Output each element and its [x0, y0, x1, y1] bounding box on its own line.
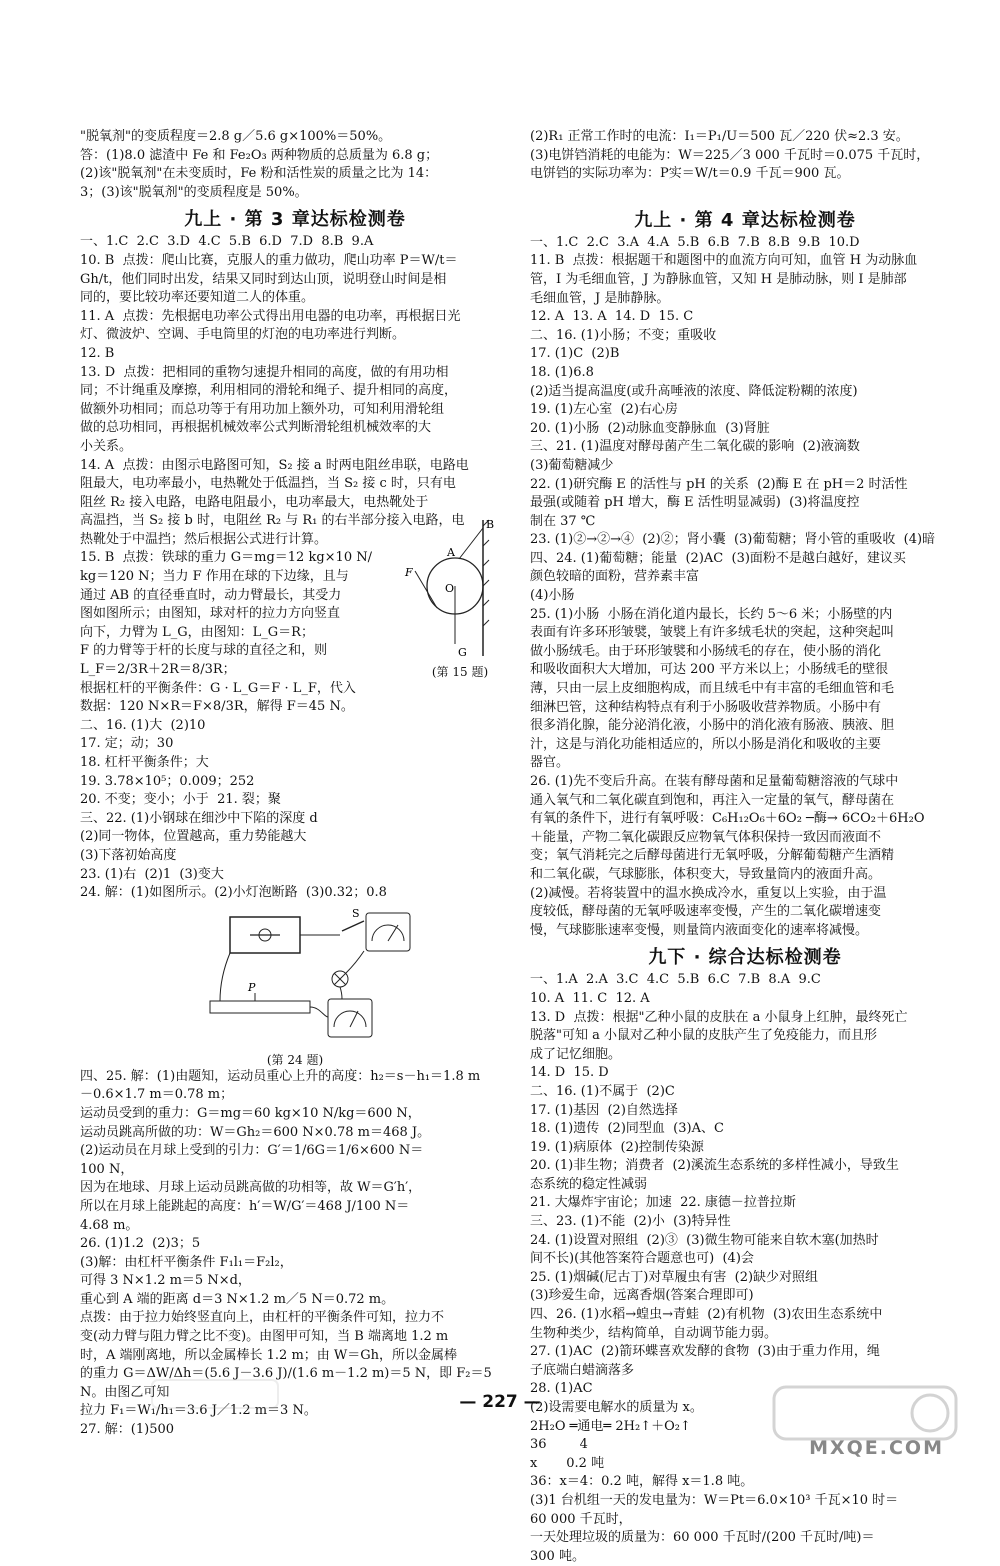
- answer-line: 14. D 15. D: [530, 1065, 609, 1081]
- answer-line: 阻丝 R₂ 接入电路，电路电阻最小，电功率最大，电热靴处于: [80, 494, 429, 510]
- answer-line: 19. 3.78×10⁵；0.009；252: [80, 773, 255, 789]
- answer-line: 20. 不变；变小；小于 21. 裂；聚: [80, 792, 281, 808]
- answer-line: "脱氧剂"的变质程度＝2.8 g／5.6 g×100%＝50%。: [80, 129, 392, 144]
- left-column: [80, 128, 510, 1440]
- answer-line: 19. (1)病原体 (2)控制传染源: [530, 1139, 704, 1155]
- right-comprehensive-answers: [530, 971, 960, 1566]
- answer-line: (3)1 台机组一天的发电量为：W＝Pt＝6.0×10³ 千瓦×10 时＝: [530, 1492, 899, 1508]
- figure-24-circuit: [80, 907, 510, 1047]
- answer-line: 热靴处于中温挡；然后根据公式进行计算。: [80, 531, 328, 547]
- page-number: — 227 —: [459, 1392, 541, 1412]
- svg-text:B: B: [486, 518, 495, 531]
- svg-text:A: A: [447, 546, 455, 559]
- answer-line: 26. (1)先不变后升高。在装有酵母菌和足量葡萄糖溶液的气球中: [530, 774, 899, 789]
- answer-line: 25. (1)烟碱(尼古丁)对草履虫有害 (2)缺少对照组: [530, 1269, 819, 1285]
- answer-line: 颜色较暗的面粉，营养素丰富: [530, 569, 700, 585]
- answer-line: 运动员跳高所做的功：W＝Gh₂＝600 N×0.78 m＝468 J。: [80, 1124, 431, 1140]
- answer-line: 同的，要比较功率还要知道二人的体重。: [80, 290, 315, 306]
- answer-line: ＋能量，产物二氧化碳跟反应物氧气体积保持一致因而液面不: [530, 829, 882, 845]
- answer-line: Gh/t，他们同时出发，结果又同时到达山顶，说明登山时间是相: [80, 271, 447, 287]
- answer-line: 26. (1)1.2 (2)3；5: [80, 1236, 201, 1252]
- answer-line: 一、1.C 2.C 3.A 4.A 5.B 6.B 7.B 8.B 9.B 10.D: [530, 234, 860, 250]
- answer-line: 很多消化腺，能分泌消化液，小肠中的消化液有肠液、胰液、胆: [530, 718, 895, 734]
- answer-line: 10. A 11. C 12. A: [530, 990, 650, 1006]
- answer-line: 电饼铛的实际功率为：P实＝W/t＝0.9 千瓦＝900 瓦。: [530, 166, 850, 182]
- answer-line: (2)适当提高温度(或升高唾液的浓度、降低淀粉糊的浓度): [530, 383, 858, 399]
- answer-line: 数据：120 N×R＝F×8/3R，解得 F＝45 N。: [80, 699, 354, 715]
- answer-line: 和二氧化碳，气球膨胀，体积变大，导致量筒内的液面升高。: [530, 866, 882, 882]
- answer-line: 36 4: [530, 1437, 588, 1453]
- answer-line: 18. (1)遗传 (2)同型血 (3)A、C: [530, 1121, 724, 1137]
- answer-line: 间不长)(其他答案符合题意也可) (4)会: [530, 1251, 754, 1267]
- answer-line: (2)R₁ 正常工作时的电流：I₁＝P₁/U＝500 瓦／220 伏≈2.3 安。: [530, 129, 909, 144]
- answer-line: (2)运动员在月球上受到的引力：G′＝1/6G＝1/6×600 N＝: [80, 1143, 424, 1159]
- answer-line: 18. 杠杆平衡条件；大: [80, 755, 209, 770]
- answer-line: 做小肠绒毛。由于环形皱襞和小肠绒毛的存在，使小肠的消化: [530, 643, 882, 659]
- answer-line: 因为在地球、月球上运动员跳高做的功相等，故 W＝G′h′，: [80, 1180, 422, 1196]
- answer-line: 慢，气球膨胀速率变慢，则量筒内液面变化的速率将减慢。: [530, 922, 869, 938]
- answer-line: 子底端白蜡滴落多: [530, 1362, 635, 1378]
- answer-line: 变；氧气消耗完之后酵母菌进行无氧呼吸，分解葡萄糖产生酒精: [530, 848, 895, 864]
- answer-line: 25. (1)小肠 小肠在消化道内最长，长约 5～6 米；小肠壁的内: [530, 606, 893, 622]
- answer-line: (2)该"脱氧剂"在未变质时，Fe 粉和活性炭的质量之比为 14：: [80, 166, 438, 182]
- svg-text:O: O: [445, 582, 455, 595]
- answer-line: 时，A 端刚离地，所以金属棒长 1.2 m；由 W＝Gh，所以金属棒: [80, 1347, 458, 1363]
- answer-line: 灯、微波炉、空调、手电筒里的灯泡的电功率进行判断。: [80, 327, 406, 343]
- figure-24-caption: (第 24 题): [266, 1052, 324, 1067]
- answer-line: 二、16. (1)不属于 (2)C: [530, 1083, 675, 1099]
- svg-text:P: P: [248, 980, 256, 994]
- answer-line: 图如图所示；由图知，球对杆的拉力方向竖直: [80, 606, 341, 622]
- right-ch4-answers: [530, 234, 960, 941]
- answer-line: 20. (1)小肠 (2)动脉血变静脉血 (3)肾脏: [530, 420, 770, 436]
- right-intro-block: [530, 128, 960, 184]
- answer-line: (3)葡萄糖减少: [530, 457, 614, 473]
- answer-line: 通入氧气和二氧化碳直到饱和，再注入一定量的氧气，酵母菌在: [530, 792, 895, 808]
- answer-line: (3)电饼铛消耗的电能为：W＝225／3 000 千瓦时＝0.075 千瓦时，: [530, 147, 930, 163]
- svg-text:F: F: [405, 566, 413, 579]
- answer-line: 高温挡，当 S₂ 接 b 时，电阻丝 R₂ 与 R₁ 的右半部分接入电路，电: [80, 513, 465, 529]
- answer-line: 20. (1)非生物；消费者 (2)溪流生态系统的多样性减小，导致生: [530, 1158, 899, 1174]
- answer-line: L_F＝2/3R＋2R＝8/3R；: [80, 662, 236, 678]
- answer-line: 2H₂O ═通电═ 2H₂↑＋O₂↑: [530, 1418, 691, 1434]
- answer-line: 12. A 13. A 14. D 15. C: [530, 309, 694, 325]
- answer-line: 18. (1)6.8: [530, 364, 594, 380]
- answer-line: (3)下落初始高度: [80, 847, 177, 863]
- answer-line: 19. (1)左心室 (2)右心房: [530, 402, 678, 418]
- answer-line: 汁，这是与消化功能相适应的，所以小肠是消化和吸收的主要: [530, 736, 882, 752]
- answer-line: 15. B 点拨：铁球的重力 G＝mg＝12 kg×10 N/: [80, 550, 372, 566]
- answer-line: 重心到 A 端的距离 d＝3 N×1.2 m／5 N＝0.72 m。: [80, 1291, 395, 1307]
- answer-line: 管，I 为毛细血管，J 为静脉血管，又知 H 是肺动脉，则 I 是肺部: [530, 271, 907, 287]
- answer-line: 4.68 m。: [80, 1217, 139, 1233]
- answer-line: 所以在月球上能跳起的高度：h′＝W/G′＝468 J/100 N＝: [80, 1198, 410, 1214]
- answer-line: 100 N，: [80, 1161, 134, 1177]
- answer-line: 细淋巴管，这种结构特点有利于小肠吸收营养物质。小肠中有: [530, 699, 882, 715]
- left-intro-block: [80, 128, 510, 202]
- answer-line: 脱落"可知 a 小鼠对乙种小鼠的皮肤产生了免疫能力，而且形: [530, 1028, 877, 1044]
- answer-line: 变(动力臂与阻力臂之比不变)。由图甲可知，当 B 端离地 1.2 m: [80, 1329, 449, 1345]
- answer-line: 22. (1)研究酶 E 的活性与 pH 的关系 (2)酶 E 在 pH＝2 时活性: [530, 476, 908, 492]
- answer-line: 13. D 点拨：根据"乙种小鼠的皮肤在 a 小鼠身上红肿，最终死亡: [530, 1009, 908, 1025]
- answer-line: 可得 3 N×1.2 m＝5 N×d，: [80, 1273, 251, 1289]
- answer-line: x 0.2 吨: [530, 1455, 605, 1471]
- answer-line: 最强(或随着 pH 增大，酶 E 活性明显减弱) (3)将温度控: [530, 495, 860, 511]
- answer-line: 二、16. (1)小肠；不变；重吸收: [530, 327, 717, 343]
- answer-line: 度较低，酵母菌的无氧呼吸速率变慢，产生的二氧化碳增速变: [530, 904, 882, 920]
- answer-line: 10. B 点拨：爬山比赛，克服人的重力做功，爬山功率 P＝W/t＝: [80, 252, 458, 268]
- answer-line: 同；不计绳重及摩擦，利用相同的滑轮和绳子、提升相同的高度，: [80, 383, 458, 399]
- answer-line: (3)解：由杠杆平衡条件 F₁l₁＝F₂l₂，: [80, 1254, 293, 1270]
- answer-line: 一、1.A 2.A 3.C 4.C 5.B 6.C 7.B 8.A 9.C: [530, 972, 821, 988]
- answer-line: 答：(1)8.0 滤渣中 Fe 和 Fe₂O₃ 两种物质的总质量为 6.8 g；: [80, 147, 439, 163]
- right-column: [530, 128, 960, 1566]
- figure-15-ball-diagram: [395, 516, 505, 661]
- answer-line: 60 000 千瓦时，: [530, 1511, 632, 1527]
- answer-line: 小关系。: [80, 438, 133, 454]
- answer-line: 二、16. (1)大 (2)10: [80, 717, 206, 733]
- answer-line: (3)珍爱生命，远离香烟(答案合理即可): [530, 1288, 754, 1304]
- answer-line: 24. 解：(1)如图所示。(2)小灯泡断路 (3)0.32；0.8: [80, 885, 387, 901]
- section-title-ch3: 九上 · 第 3 章达标检测卷: [184, 209, 406, 231]
- answer-line: kg＝120 N；当力 F 作用在球的下边缘，且与: [80, 569, 349, 585]
- answer-line: 23. (1)②→②→④ (2)②；肾小囊 (3)葡萄糖；肾小管的重吸收 (4)暗: [530, 532, 936, 548]
- answer-line: (4)小肠: [530, 588, 575, 604]
- figure-15-caption: (第 15 题): [431, 665, 489, 679]
- answer-line: 生物种类少，结构简单，自动调节能力弱。: [530, 1325, 778, 1341]
- svg-text:S: S: [352, 906, 360, 920]
- answer-line: 有氧的条件下，进行有氧呼吸：C₆H₁₂O₆＋6O₂ ─酶→ 6CO₂＋6H₂O: [530, 811, 925, 827]
- answer-line: 拉力 F₁＝W₁/h₁＝3.6 J／1.2 m＝3 N。: [80, 1403, 317, 1419]
- answer-line: 向下，力臂为 L_G，由图知：L_G＝R；: [80, 624, 314, 640]
- answer-line: 点拨：由于拉力始终竖直向上，由杠杆的平衡条件可知，拉力不: [80, 1310, 445, 1326]
- answer-line: 300 吨。: [530, 1548, 585, 1564]
- answer-line: 通过 AB 的直径垂直时，动力臂最长，其受力: [80, 587, 342, 603]
- answer-line: 一、1.C 2.C 3.D 4.C 5.B 6.D 7.D 8.B 9.A: [80, 234, 374, 250]
- answer-line: 27. (1)AC (2)箭环蝶喜欢发酵的食物 (3)由于重力作用，绳: [530, 1344, 880, 1360]
- answer-line: 做的总功相同，再根据机械效率公式判断滑轮组机械效率的大: [80, 420, 432, 436]
- answer-line: 27. 解：(1)500: [80, 1422, 175, 1438]
- watermark-url: MXQE.COM: [809, 1437, 944, 1459]
- answer-line: 运动员受到的重力：G＝mg＝60 kg×10 N/kg＝600 N，: [80, 1105, 421, 1121]
- answer-line: 阻最大，电功率最小，电热靴处于低温挡，当 S₂ 接 c 时，只有电: [80, 476, 456, 492]
- answer-line: (2)减慢。若将装置中的温水换成冷水，重复以上实验，由于温: [530, 885, 887, 901]
- answer-line: (2)同一物体，位置越高，重力势能越大: [80, 829, 307, 845]
- answer-line: 毛细血管，J 是肺静脉。: [530, 290, 670, 306]
- answer-line: 三、23. (1)不能 (2)小 (3)特异性: [530, 1214, 731, 1230]
- answer-line: 12. B: [80, 345, 115, 361]
- answer-line: 3；(3)该"脱氧剂"的变质程度是 50%。: [80, 184, 308, 200]
- answer-line: 三、21. (1)温度对酵母菌产生二氧化碳的影响 (2)液滴数: [530, 439, 860, 455]
- answer-line: 三、22. (1)小钢球在细沙中下陷的深度 d: [80, 810, 318, 826]
- answer-line: 四、25. 解：(1)由题知，运动员重心上升的高度：h₂＝s－h₁＝1.8 m: [80, 1068, 481, 1084]
- answer-line: 态系统的稳定性减弱: [530, 1176, 648, 1192]
- left-q25-27: [80, 1068, 510, 1440]
- svg-text:G: G: [458, 646, 467, 659]
- answer-line: 薄，只由一层上皮细胞构成，而且绒毛中有丰富的毛细血管和毛: [530, 681, 895, 697]
- answer-line: 24. (1)设置对照组 (2)③ (3)微生物可能来自软木塞(加热时: [530, 1232, 879, 1248]
- answer-line: 表面有许多环形皱襞，皱襞上有许多绒毛状的突起，这种突起叫: [530, 625, 895, 641]
- answer-line: 制在 37 ℃: [530, 513, 596, 529]
- answer-line: 13. D 点拨：把相同的重物匀速提升相同的高度，做的有用功相: [80, 364, 449, 380]
- answer-line: 四、26. (1)水稻→蝗虫→青蛙 (2)有机物 (3)农田生态系统中: [530, 1307, 883, 1323]
- answer-line: 做额外功相同；而总功等于有用功加上额外功，可知利用滑轮组: [80, 401, 445, 417]
- answer-line: 28. (1)AC: [530, 1381, 593, 1397]
- answer-line: －0.6×1.7 m＝0.78 m；: [80, 1087, 234, 1103]
- answer-line: 器官。: [530, 755, 570, 771]
- answer-line: 四、24. (1)葡萄糖；能量 (2)AC (3)面粉不是越白越好，建议买: [530, 550, 906, 566]
- answer-line: (2)设需要电解水的质量为 x。: [530, 1400, 703, 1415]
- answer-line: 17. 定；动；30: [80, 736, 174, 752]
- answer-line: 11. A 点拨：先根据电功率公式得出用电器的电功率，再根据日光: [80, 308, 461, 324]
- watermark-stamp: [150, 1378, 280, 1410]
- answer-line: 根据杠杆的平衡条件：G · L_G＝F · L_F，代入: [80, 680, 356, 696]
- answer-line: 21. 大爆炸宇宙论；加速 22. 康德－拉普拉斯: [530, 1195, 796, 1211]
- answer-line: 和吸收面积大大增加，可达 200 平方米以上；小肠绒毛的壁很: [530, 662, 889, 678]
- answer-line: 成了记忆细胞。: [530, 1046, 622, 1062]
- answer-line: 17. (1)C (2)B: [530, 346, 620, 362]
- answer-line: 17. (1)基因 (2)自然选择: [530, 1102, 678, 1118]
- answer-line: 36：x＝4：0.2 吨，解得 x＝1.8 吨。: [530, 1474, 754, 1490]
- answer-line: 23. (1)右 (2)1 (3)变大: [80, 866, 224, 882]
- answer-line: 一天处理垃圾的质量为：60 000 千瓦时/(200 千瓦时/吨)＝: [530, 1530, 875, 1546]
- answer-line: 11. B 点拨：根据题干和题图中的血流方向可知，血管 H 为动脉血: [530, 253, 918, 269]
- section-title-comprehensive: 九下 · 综合达标检测卷: [648, 947, 842, 969]
- answer-line: F 的力臂等于杆的长度与球的直径之和，则: [80, 643, 328, 659]
- answer-line: 14. A 点拨：由图示电路图可知，S₂ 接 a 时两电阻丝串联，电路电: [80, 457, 469, 473]
- section-title-ch4: 九上 · 第 4 章达标检测卷: [634, 209, 856, 231]
- answer-line: 的重力 G＝ΔW/Δh＝(5.6 J－3.6 J)/(1.6 m－1.2 m)＝5 N，即 F₂＝5 N。由图乙可知: [80, 1366, 496, 1400]
